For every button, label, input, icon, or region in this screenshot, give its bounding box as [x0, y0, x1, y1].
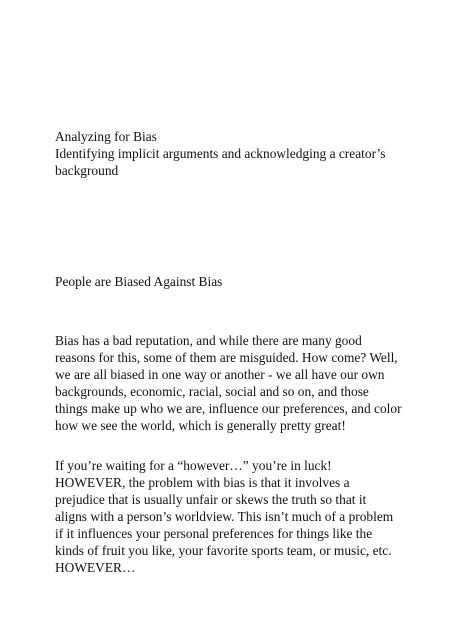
- paragraph-line: prejudice that is usually unfair or skews the truth so that it: [55, 492, 367, 507]
- paragraph-line: aligns with a person’s worldview. This isn’t much of a problem: [55, 509, 394, 524]
- paragraph-line: reasons for this, some of them are misguided. How come? Well,: [55, 350, 398, 365]
- section-heading: People are Biased Against Bias: [55, 274, 223, 289]
- paragraph-line: If you’re waiting for a “however…” you’re in luck!: [55, 458, 332, 473]
- paragraph-line: things make up who we are, influence our preferences, and color: [55, 401, 402, 416]
- document-subtitle-line-1: Identifying implicit arguments and acknowledging a creator’s: [55, 146, 386, 161]
- paragraph-line: how we see the world, which is generally pretty great!: [55, 418, 346, 433]
- paragraph-line: if it influences your personal preferences for things like the: [55, 526, 373, 541]
- document-title: Analyzing for Bias: [55, 129, 157, 144]
- paragraph-line: Bias has a bad reputation, and while there are many good: [55, 333, 362, 348]
- paragraph-line: we are all biased in one way or another - we all have our own: [55, 367, 385, 382]
- paragraph-line: HOWEVER…: [55, 560, 136, 575]
- paragraph-line: backgrounds, economic, racial, social and so on, and those: [55, 384, 369, 399]
- paragraph-line: kinds of fruit you like, your favorite sports team, or music, etc.: [55, 543, 392, 558]
- document-subtitle-line-2: background: [55, 163, 119, 178]
- paragraph-line: HOWEVER, the problem with bias is that it involves a: [55, 475, 350, 490]
